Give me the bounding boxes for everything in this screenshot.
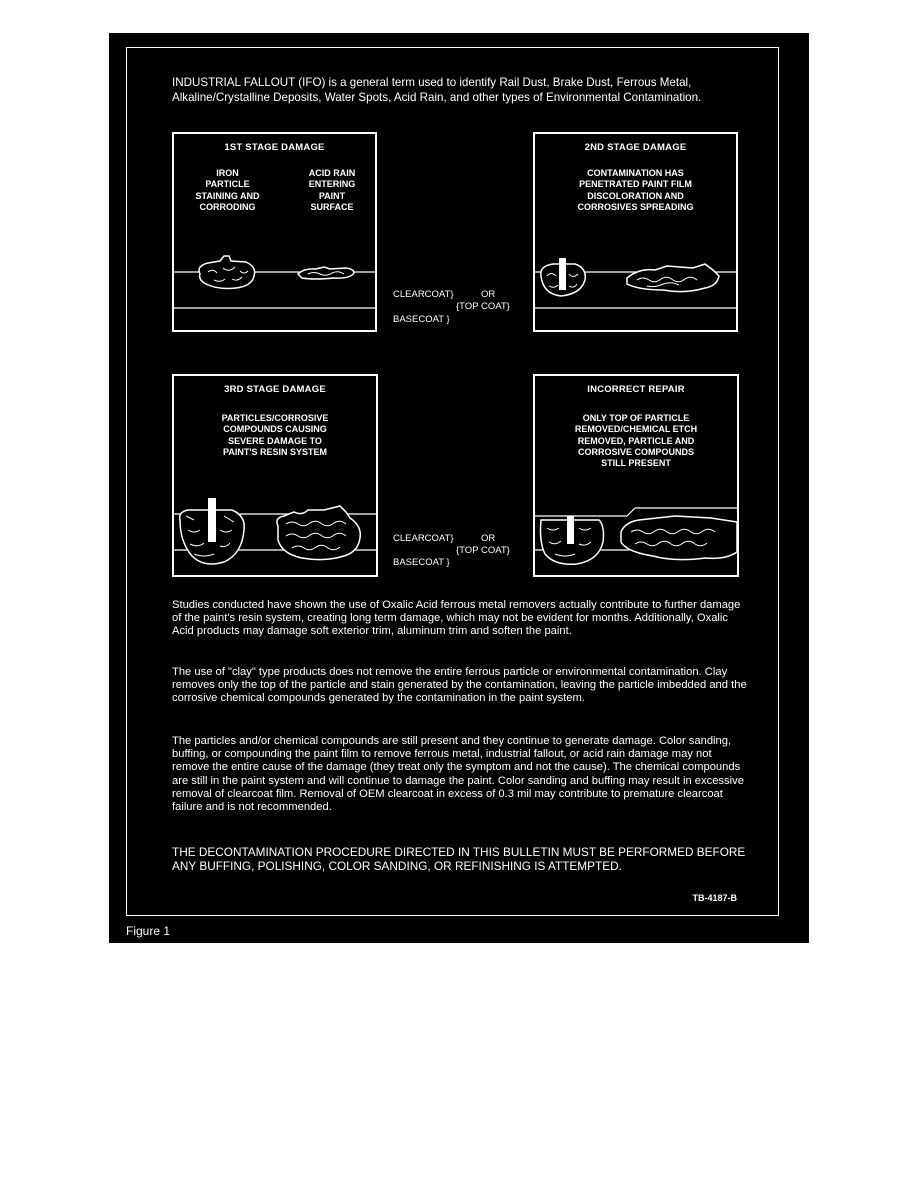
basecoat-label-2: BASECOAT } [393,557,450,568]
stage-2-text: CONTAMINATION HAS PENETRATED PAINT FILM DISCOLORATION AND CORROSIVES SPREADING [577,168,694,212]
or-label-2: OR [481,533,496,544]
topcoat-label: {TOP COAT} [456,301,510,312]
stage-2-diagram [535,134,736,330]
paragraph-clay: The use of "clay" type products does not remove the entire ferrous particle or environmental contamination. Clay removes only the top of the particle and stain generated by the contamination, leaving the particle imbedded and the corrosive chemical compounds generated by the contamination in the paint system. [172,666,747,705]
panel-stage-1 [172,132,377,332]
panel-incorrect-repair [533,374,739,577]
paragraph-compounds: The particles and/or chemical compounds are still present and they continue to generate damage. Color sanding, buffing, or compounding the paint film to remove ferrous metal, industrial fallout, or acid rain damage may not remove the entire cause of the damage (they treat only the symptom and not the cause). The chemical compounds are still in the paint system and will continue to damage the paint. Color sanding and buffing may result in excessive removal of clearcoat film. Removal of OEM clearcoat in excess of 0.3 mil may contribute to premature clearcoat failure and is not recommended. [172,735,744,814]
stage-3-title: 3RD STAGE DAMAGE [224,384,326,395]
clearcoat-label: CLEARCOAT} [393,289,454,300]
paragraph-oxalic-acid: Studies conducted have shown the use of Oxalic Acid ferrous metal removers actually contribute to further damage of the paint's resin system, creating long term damage, which may not be evident for months. Additionally, Oxalic Acid products may damage soft exterior trim, aluminum trim and soften the paint. [172,599,741,638]
acid-rain-deposit [298,267,354,279]
or-label: OR [481,289,496,300]
clearcoat-label-2: CLEARCOAT} [393,533,454,544]
figure-caption: Figure 1 [126,924,171,938]
stage-3-diagram [174,376,376,575]
remaining-compounds [621,516,737,560]
incorrect-repair-text: ONLY TOP OF PARTICLE REMOVED/CHEMICAL ETCH REMOVED, PARTICLE AND CORROSIVE COMPOUNDS STILL PRESENT [574,413,698,469]
topcoat-label-2: {TOP COAT} [456,545,510,556]
figure [109,33,809,943]
stage-1-left-text: IRON PARTICLE STAINING AND CORRODING [195,168,260,212]
basecoat-label: BASECOAT } [393,314,450,325]
resin-damage [277,506,360,560]
panel-stage-3 [172,374,378,577]
panel-stage-2 [533,132,738,332]
incorrect-repair-title: INCORRECT REPAIR [587,384,685,395]
figure-code: TB-4187-B [692,893,737,903]
stage-2-title: 2ND STAGE DAMAGE [584,142,687,153]
decontamination-notice: THE DECONTAMINATION PROCEDURE DIRECTED IN THIS BULLETIN MUST BE PERFORMED BEFORE ANY BUFFING, POLISHING, COLOR SANDING, OR REFINISHING IS ATTEMPTED. [172,845,746,873]
stage-1-right-text: ACID RAIN ENTERING PAINT SURFACE [308,168,356,212]
stage-1-diagram [174,134,375,330]
stage-3-text: PARTICLES/CORROSIVE COMPOUNDS CAUSING SEVERE DAMAGE TO PAINT'S RESIN SYSTEM [221,413,329,457]
intro-text: INDUSTRIAL FALLOUT (IFO) is a general term used to identify Rail Dust, Brake Dust, Ferrous Metal, Alkaline/Crystalline Deposits, Water Spots, Acid Rain, and other types of Environmental Contamination. [172,76,702,104]
stage-1-title: 1ST STAGE DAMAGE [224,142,325,153]
incorrect-repair-diagram [535,376,737,575]
